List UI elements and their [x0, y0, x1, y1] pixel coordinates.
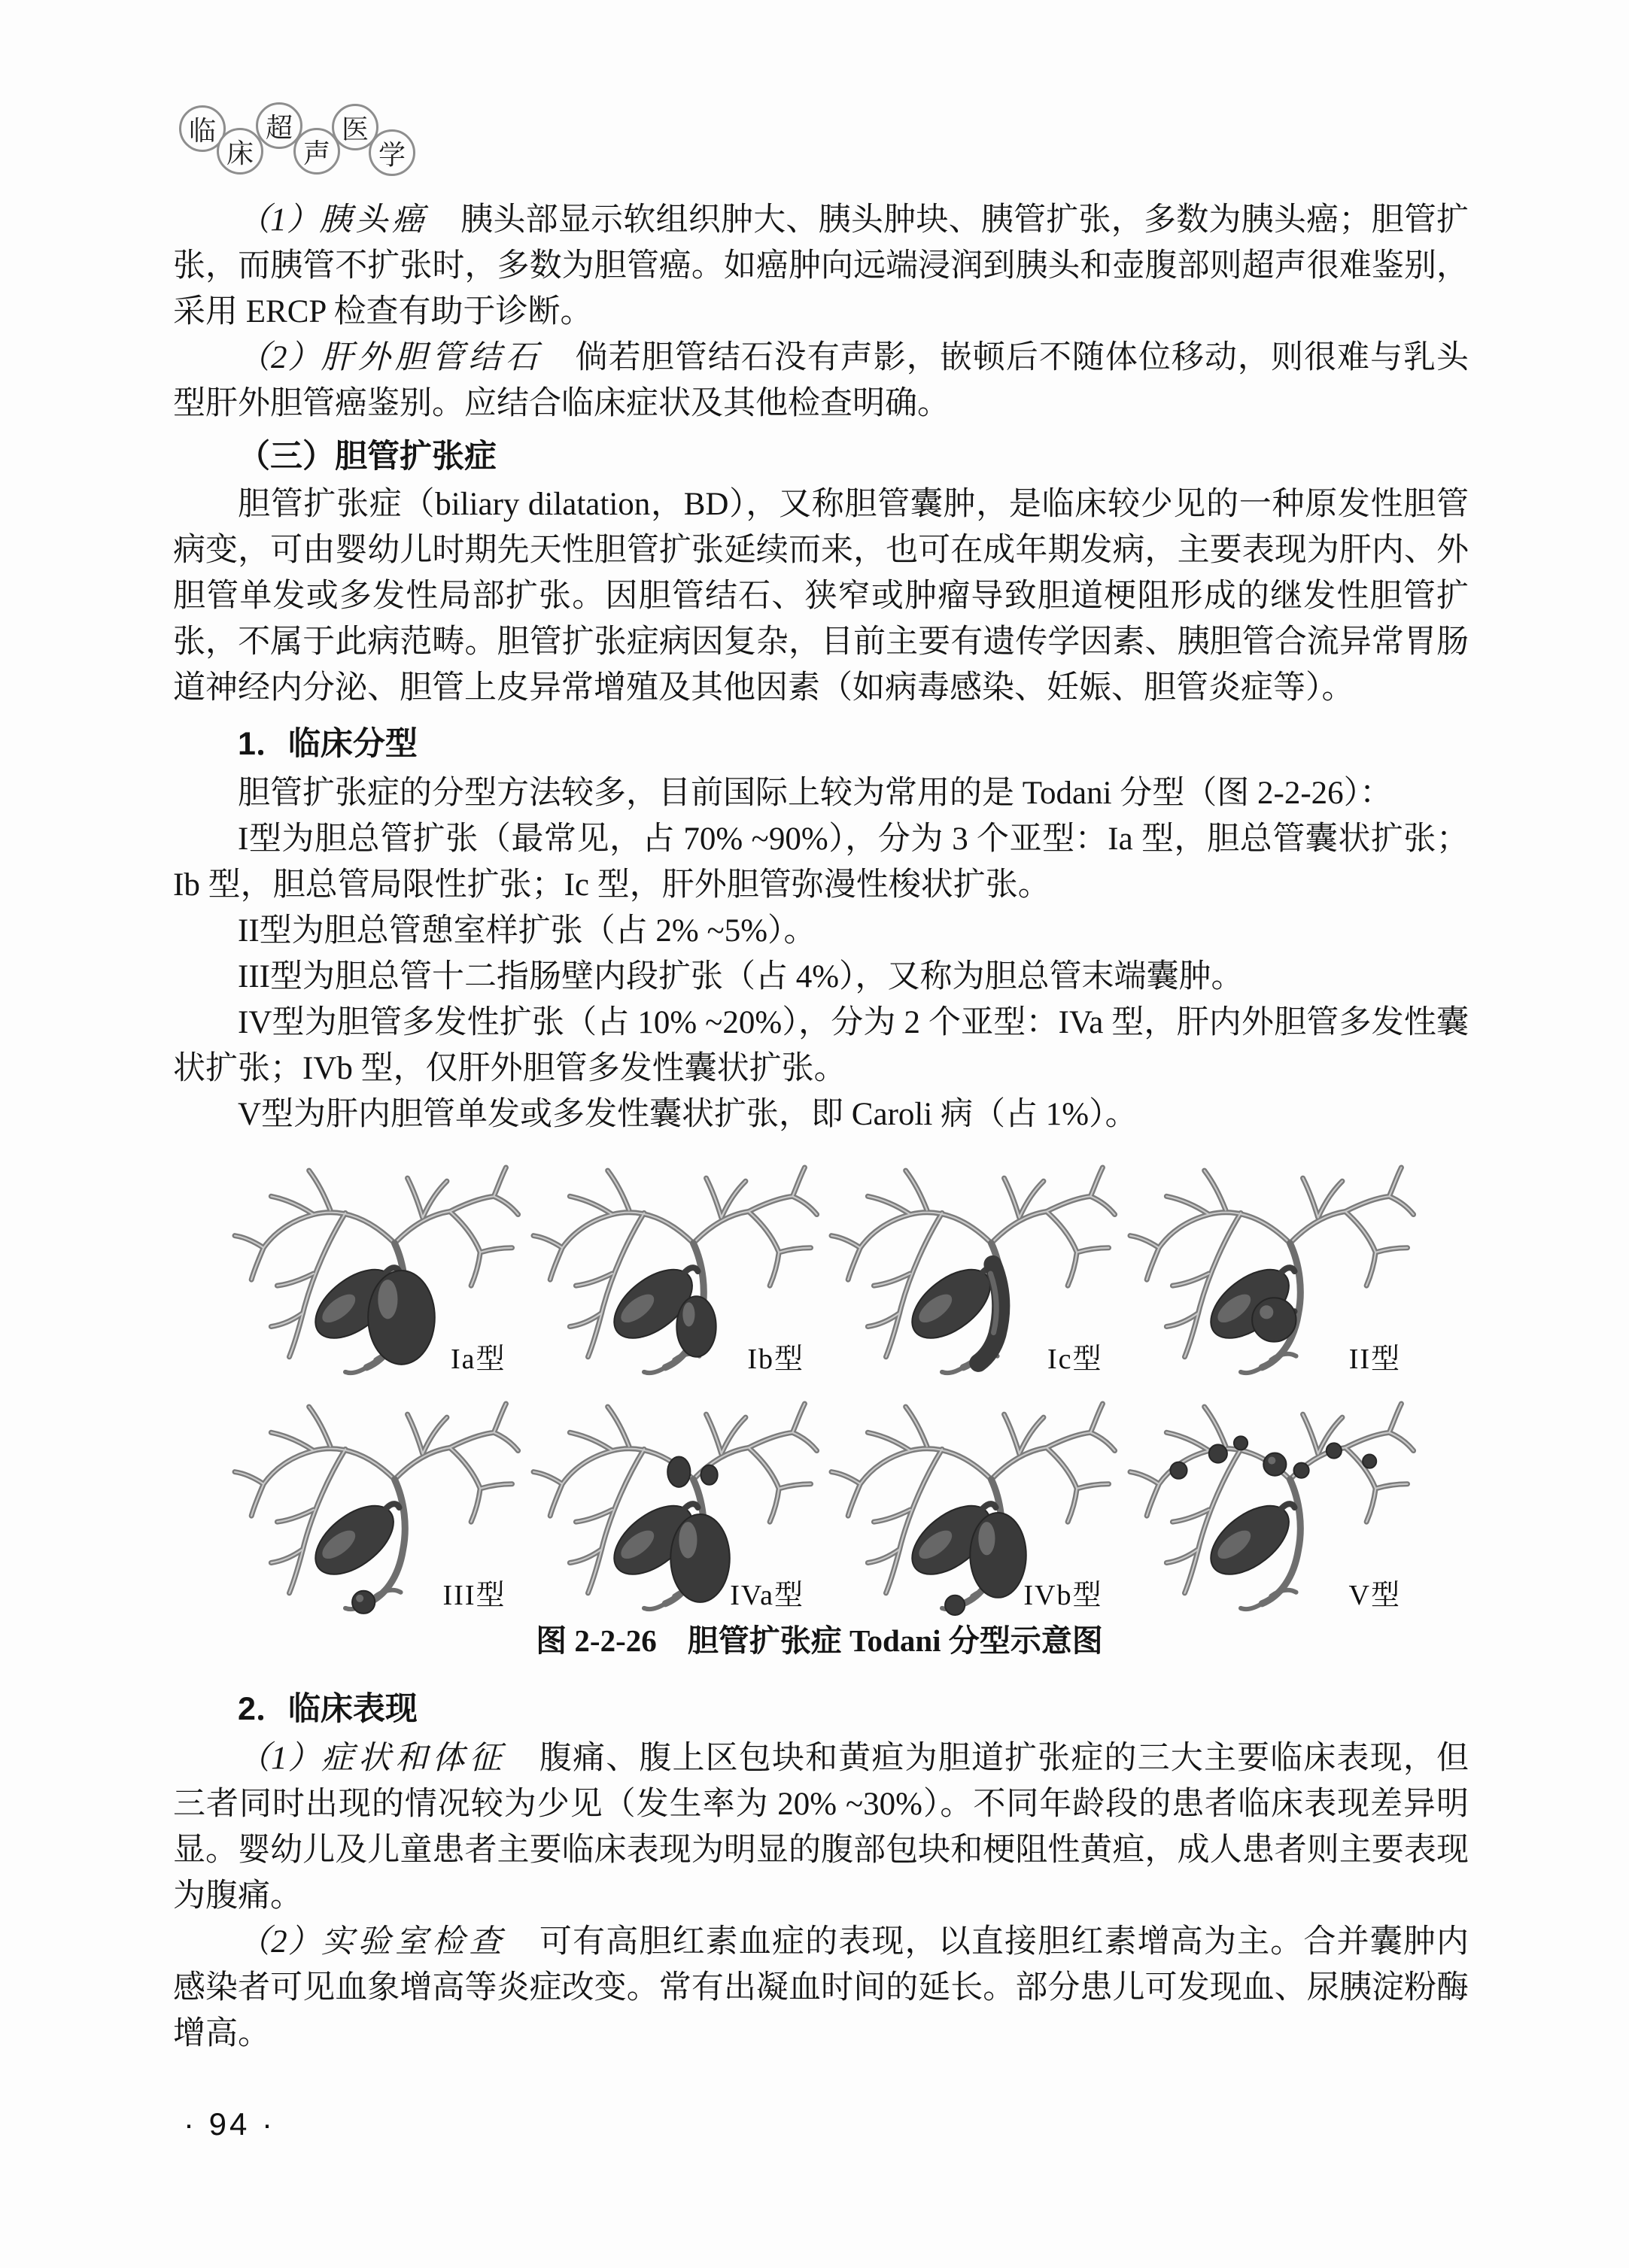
paragraph-type2: II型为胆总管憩室样扩张（占 2% ~5%）。 — [238, 913, 816, 949]
panel-label: II型 — [1348, 1343, 1401, 1375]
item-number: （1） — [238, 1741, 321, 1776]
item-number: （2） — [238, 340, 321, 375]
paragraph-type5: V型为肝内胆管单发或多发性囊状扩张，即 Caroli 病（占 1%）。 — [238, 1097, 1138, 1132]
figure-grid — [223, 1158, 1416, 1622]
paragraph-text: 胰头部显示软组织肿大、胰头肿块、胰管扩张，多数为胰头癌；胆管扩张，而胰管不扩张时，多数为胆管癌。如癌肿向远端浸润到胰头和壶腹部则超声很难鉴别，采用 ERCP 检查有助于诊断。 — [173, 202, 1469, 329]
paragraph-pancreatic-head-cancer — [173, 197, 1469, 335]
panel-label: V型 — [1348, 1580, 1401, 1611]
figure-panel-type-v — [1118, 1395, 1417, 1622]
panel-label: Ib型 — [747, 1343, 804, 1375]
item-term: 肝外胆管结石 — [321, 340, 542, 375]
logo-circle: 声 — [293, 128, 340, 175]
panel-label: Ic型 — [1047, 1343, 1103, 1375]
subsection-heading-clinical-typing: 1．临床分型 — [238, 726, 418, 762]
item-term: 症状和体征 — [321, 1741, 506, 1776]
paragraph-todani-intro: 胆管扩张症的分型方法较多，目前国际上较为常用的是 Todani 分型（图 2-2-26）： — [238, 776, 1393, 811]
paragraph-text: 可有高胆红素血症的表现，以直接胆红素增高为主。合并囊肿内感染者可见血象增高等炎症改变。常有出凝血时间的延长。部分患儿可发现血、尿胰淀粉酶增高。 — [173, 1924, 1469, 2051]
logo-circle: 学 — [369, 129, 415, 176]
figure-panel-type-iii — [223, 1395, 521, 1622]
paragraph-type4: IV型为胆管多发性扩张（占 10% ~20%），分为 2 个亚型：IVa 型，肝内外胆管多发性囊状扩张；IVb 型，仅肝外胆管多发性囊状扩张。 — [173, 1005, 1469, 1086]
paragraph-symptoms-signs — [173, 1735, 1469, 1919]
page-number: · 94 · — [184, 2106, 276, 2142]
paragraph-type1: I型为胆总管扩张（最常见，占 70% ~90%），分为 3 个亚型：Ia 型，胆总管囊状扩张；Ib 型，胆总管局限性扩张；Ic 型，肝外胆管弥漫性梭状扩张。 — [173, 821, 1469, 903]
figure-panel-type-ib — [521, 1158, 820, 1386]
figure-panel-type-ivb — [819, 1395, 1118, 1622]
figure-todani-classification — [223, 1158, 1416, 1659]
paragraph-lab-tests — [173, 1919, 1469, 2057]
figure-panel-type-iva — [521, 1395, 820, 1622]
panel-label: IVa型 — [730, 1580, 804, 1611]
paragraph-type3: III型为胆总管十二指肠壁内段扩张（占 4%），又称为胆总管末端囊肿。 — [238, 959, 1244, 994]
paragraph-extrahepatic-stones — [173, 335, 1469, 427]
logo-circle: 超 — [256, 102, 302, 149]
panel-label: Ia型 — [450, 1343, 506, 1375]
subsection-heading-clinical-manifestation: 2．临床表现 — [238, 1691, 418, 1727]
figure-panel-type-ia — [223, 1158, 521, 1386]
figure-panel-type-ic — [819, 1158, 1118, 1386]
item-term: 实验室检查 — [321, 1924, 506, 1960]
logo-circle: 床 — [217, 128, 263, 175]
item-term: 胰头癌 — [319, 202, 428, 238]
figure-panel-type-ii — [1118, 1158, 1417, 1386]
panel-label: IVb型 — [1023, 1580, 1103, 1611]
section-heading-biliary-dilatation: （三）胆管扩张症 — [238, 439, 497, 475]
book-logo — [179, 102, 427, 193]
paragraph-bd-overview: 胆管扩张症（biliary dilatation，BD），又称胆管囊肿，是临床较少见的一种原发性胆管病变，可由婴幼儿时期先天性胆管扩张延续而来，也可在成年期发病，主要表现为肝内、外胆管单发或多发性局部扩张。因胆管结石、狭窄或肿瘤导致胆道梗阻形成的继发性胆管扩张，不属于此病范畴。胆管扩张症病因复杂，目前主要有遗传学因素、胰胆管合流异常胃肠道神经内分泌、胆管上皮异常增殖及其他因素（如病毒感染、妊娠、胆管炎症等）。 — [173, 487, 1469, 706]
figure-caption: 图 2-2-26 胆管扩张症 Todani 分型示意图 — [536, 1623, 1103, 1658]
panel-label: III型 — [442, 1580, 506, 1611]
text-column — [173, 197, 1469, 2057]
item-number: （1） — [238, 202, 320, 238]
paragraph-text: 倘若胆管结石没有声影，嵌顿后不随体位移动，则很难与乳头型肝外胆管癌鉴别。应结合临床症状及其他检查明确。 — [173, 340, 1469, 421]
logo-circle: 医 — [332, 104, 378, 150]
logo-circle: 临 — [179, 105, 226, 152]
paragraph-text: 腹痛、腹上区包块和黄疸为胆道扩张症的三大主要临床表现，但三者同时出现的情况较为少见（发生率为 20% ~30%）。不同年龄段的患者临床表现差异明显。婴幼儿及儿童患者主要临床表现为明显的腹部包块和梗阻性黄疸，成人患者则主要表现为腹痛。 — [173, 1741, 1469, 1914]
item-number: （2） — [238, 1924, 321, 1960]
